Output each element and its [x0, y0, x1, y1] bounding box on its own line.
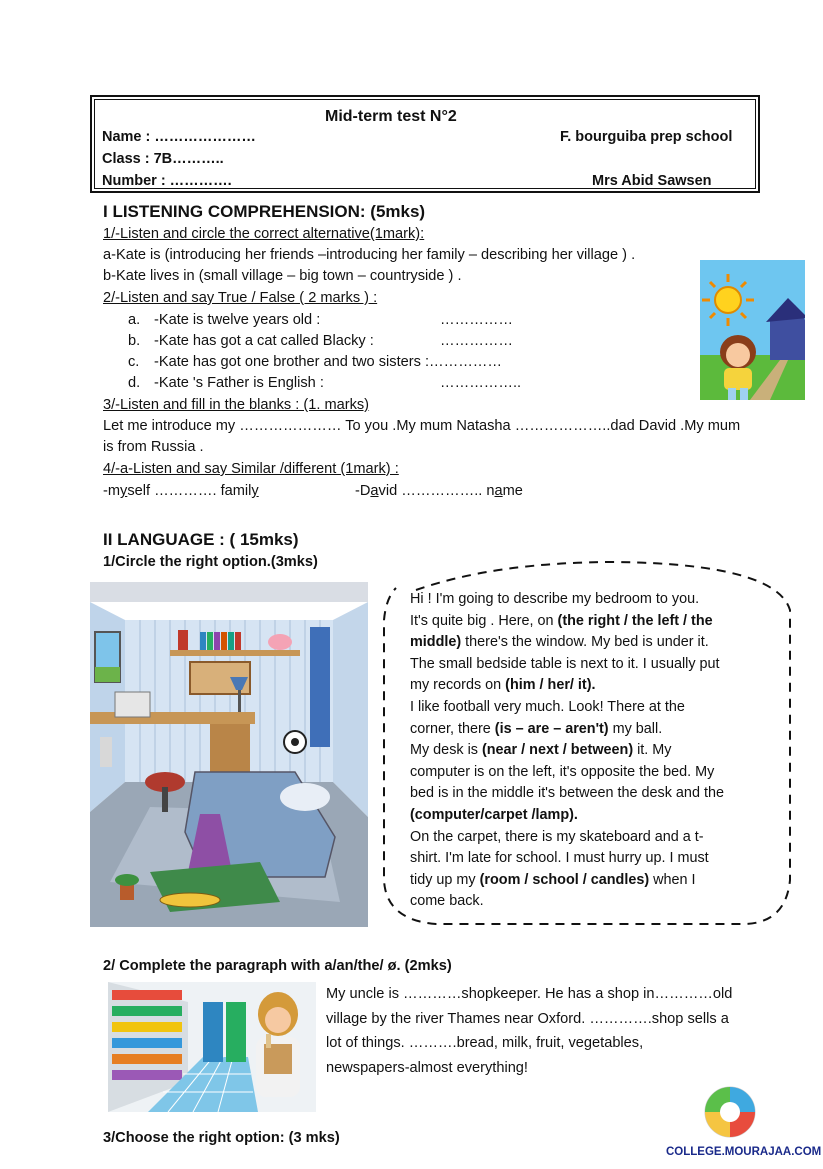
listening-title: I LISTENING COMPREHENSION: (5mks) [103, 202, 426, 221]
shop-illustration [108, 982, 316, 1112]
watermark-url: COLLEGE.MOURAJAA.COM [666, 1146, 822, 1158]
bubble-line: I like football very much. Look! There at the [410, 698, 685, 715]
listening-q3-title: 3/-Listen and fill in the blanks : (1. marks) [103, 397, 370, 413]
q2-item-dots: …………… [440, 333, 513, 349]
q2-line: lot of things. ……….bread, milk, fruit, vegetables, [326, 1035, 644, 1051]
listening-q4-title: 4/-a-Listen and say Similar /different (1mark) : [103, 461, 399, 477]
bubble-line: (computer/carpet /lamp). [410, 806, 578, 823]
listening-q1-title: 1/-Listen and circle the correct alternative(1mark): [103, 226, 425, 242]
q2-item-text: -Kate has got a cat called Blacky : [154, 333, 374, 349]
listening-q1-a: a-Kate is (introducing her friends –introducing her family – describing her village ) . [103, 247, 636, 263]
name-line: Name : ………………… [102, 129, 256, 145]
q2-item-letter: a. [128, 312, 141, 328]
bubble-line: It's quite big . Here, on (the right / the left / the [410, 612, 713, 629]
bubble-line: shirt. I'm late for school. I must hurry up. I must [410, 850, 709, 867]
q2-item-letter: c. [128, 354, 140, 370]
bubble-line: tidy up my (room / school / candles) when I [410, 871, 696, 888]
language-q2-title: 2/ Complete the paragraph with a/an/the/ ø. (2mks) [103, 958, 452, 974]
q2-item-text: -Kate has got one brother and two sisters :…………… [154, 354, 502, 370]
bubble-line: come back. [410, 893, 484, 910]
bubble-line: The small bedside table is next to it. I usually put [410, 655, 720, 672]
q2-line: village by the river Thames near Oxford. ………….shop sells a [326, 1010, 729, 1027]
listening-q3-line1: Let me introduce my ………………… To you .My mum Natasha ………………..dad David .My mum [103, 418, 741, 434]
window-icon [95, 632, 120, 682]
language-title: II LANGUAGE : ( 15mks) [103, 530, 299, 549]
q2-line: My uncle is …………shopkeeper. He has a shop in…………old [326, 986, 733, 1002]
bedroom-illustration [90, 582, 368, 927]
header-box [90, 95, 760, 193]
bubble-line: my records on (him / her/ it). [410, 677, 596, 694]
bubble-text [410, 589, 770, 913]
teacher-name: Mrs Abid Sawsen [592, 173, 712, 189]
q2-item-dots: …………….. [440, 375, 522, 391]
girl-sun-illustration [700, 260, 805, 400]
q2-paragraph [326, 982, 732, 1080]
test-title: Mid-term test N°2 [325, 108, 457, 125]
q4-pair-2: -David …………….. name [355, 483, 523, 499]
bubble-line: bed is in the middle it's between the desk and the [410, 785, 724, 802]
bubble-line: Hi ! I'm going to describe my bedroom to you. [410, 591, 700, 607]
listening-q2-title: 2/-Listen and say True / False ( 2 marks ) : [103, 290, 378, 306]
language-q3-title: 3/Choose the right option: (3 mks) [103, 1130, 340, 1146]
q2-item-letter: b. [128, 333, 141, 349]
bubble-line: My desk is (near / next / between) it. My [410, 742, 672, 759]
q2-item-text: -Kate is twelve years old : [154, 312, 321, 328]
school-name: F. bourguiba prep school [560, 129, 733, 145]
q2-item-letter: d. [128, 375, 141, 391]
language-q1-title: 1/Circle the right option.(3mks) [103, 554, 318, 570]
class-line: Class : 7B……….. [102, 151, 224, 167]
q2-line: newspapers-almost everything! [326, 1059, 528, 1076]
bubble-line: middle) there's the window. My bed is under it. [410, 634, 709, 651]
watermark-logo [680, 1072, 780, 1142]
bubble-line: computer is on the left, it's opposite the bed. My [410, 763, 715, 780]
bubble-line: corner, there (is – are – aren't) my ball. [410, 720, 663, 737]
listening-q1-b: b-Kate lives in (small village – big town – countryside ) . [103, 268, 462, 284]
listening-q3-line2: is from Russia . [103, 439, 204, 455]
number-line: Number : …………. [102, 173, 232, 189]
shopkeeper-icon [256, 992, 300, 1097]
q2-item-text: -Kate 's Father is English : [154, 375, 324, 391]
bubble-line: On the carpet, there is my skateboard and a t- [410, 828, 704, 845]
q4-pair-1: -myself …………. family [103, 483, 259, 499]
q2-item-dots: …………… [440, 312, 513, 328]
